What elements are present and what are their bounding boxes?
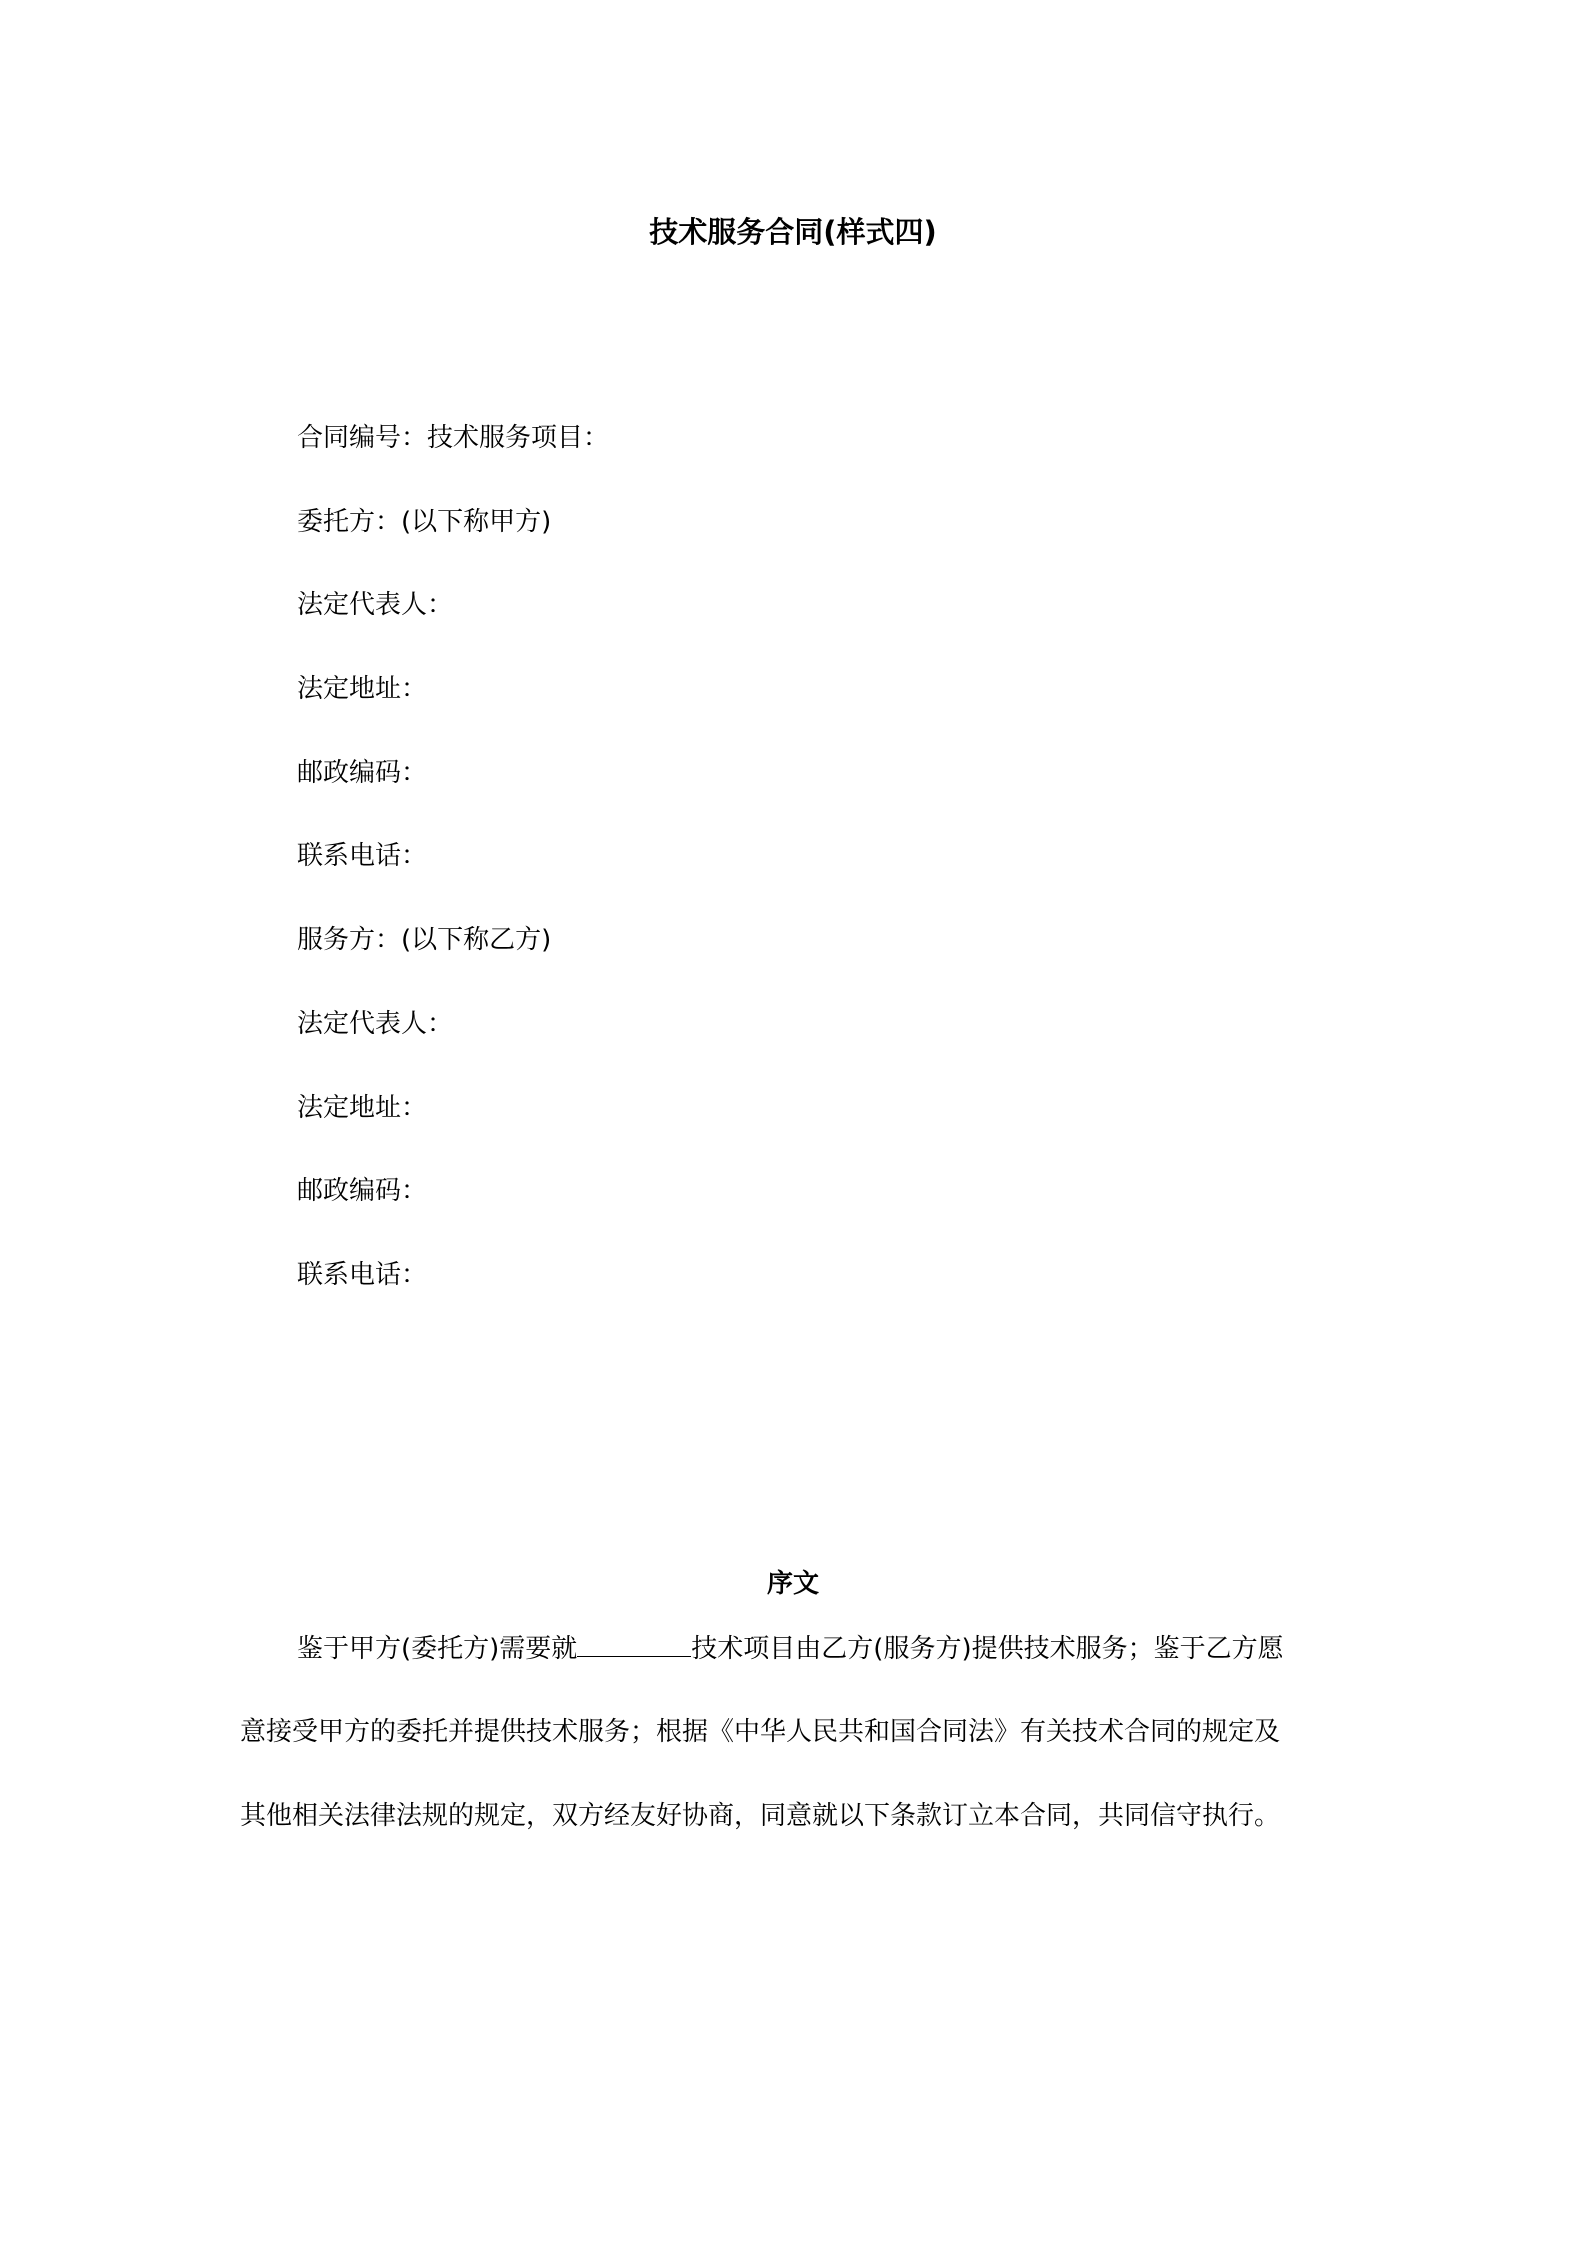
party-info-list	[297, 416, 609, 1337]
field-client-postal-code: 邮政编码：	[297, 757, 428, 788]
preamble-heading: 序文	[766, 1569, 819, 1599]
field-provider-legal-address: 法定地址：	[297, 1092, 428, 1123]
preamble-line-2: 意接受甲方的委托并提供技术服务；根据《中华人民共和国合同法》有关技术合同的规定及	[240, 1717, 1281, 1747]
fill-in-blank	[577, 1626, 691, 1657]
field-client-legal-address: 法定地址：	[297, 674, 428, 705]
preamble-text: 鉴于甲方(委托方)需要就	[297, 1634, 578, 1664]
field-provider-legal-representative: 法定代表人：	[297, 1008, 454, 1039]
preamble-line-3: 其他相关法律法规的规定，双方经友好协商，同意就以下条款订立本合同，共同信守执行。	[240, 1801, 1281, 1831]
field-client-legal-representative: 法定代表人：	[297, 590, 454, 621]
field-provider-postal-code: 邮政编码：	[297, 1176, 428, 1207]
preamble-line-1	[240, 1626, 1348, 1710]
field-provider: 服务方：(以下称乙方)	[297, 925, 552, 956]
field-contract-number: 合同编号：技术服务项目：	[297, 423, 610, 453]
field-client: 委托方：(以下称甲方)	[297, 506, 552, 537]
preamble-text: 技术项目由乙方(服务方)提供技术服务；鉴于乙方愿	[691, 1634, 1284, 1664]
document-title: 技术服务合同(样式四)	[649, 215, 937, 249]
field-provider-phone: 联系电话：	[297, 1259, 428, 1290]
field-client-phone: 联系电话：	[297, 841, 428, 872]
preamble-paragraph	[240, 1626, 1348, 1878]
